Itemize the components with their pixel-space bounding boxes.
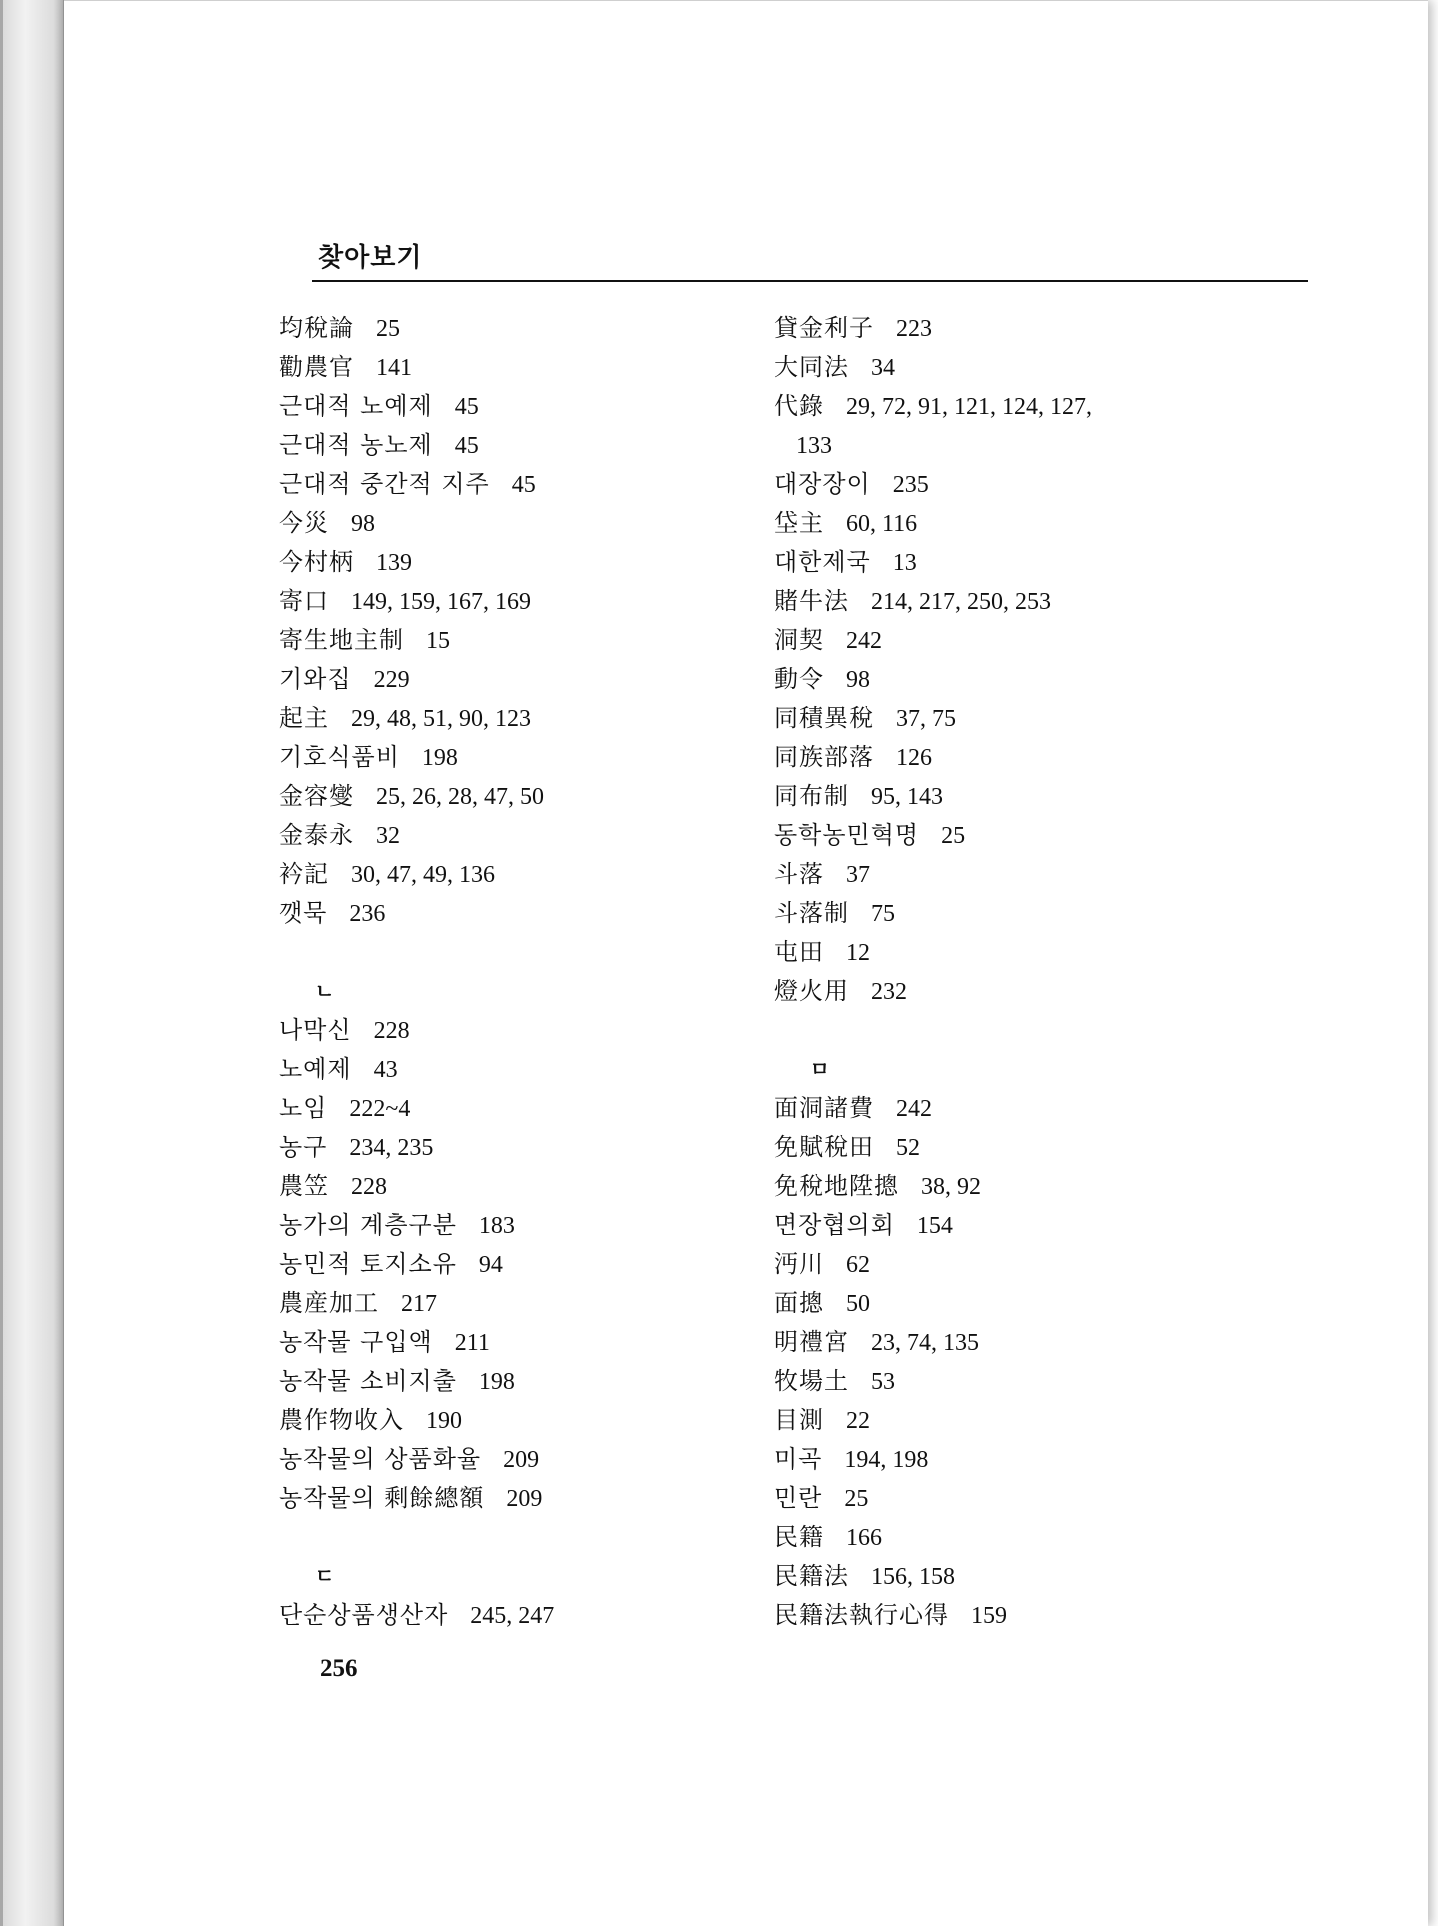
index-entry (774, 543, 1244, 582)
index-column-left (279, 309, 749, 1635)
index-entry (774, 1284, 1244, 1323)
index-term: 大同法 (774, 353, 849, 381)
index-pages: 29, 48, 51, 90, 123 (351, 706, 531, 732)
index-entry (279, 894, 749, 933)
index-pages: 30, 47, 49, 136 (351, 862, 495, 888)
index-entry (279, 621, 749, 660)
index-entry (774, 426, 1244, 465)
index-term: 기와집 (279, 665, 352, 693)
index-term: 대한제국 (774, 548, 871, 576)
index-entry (279, 1089, 749, 1128)
index-entry (774, 933, 1244, 972)
index-term: 貸金利子 (774, 314, 874, 342)
index-term: 農作物收入 (279, 1406, 404, 1434)
index-pages: 15 (426, 628, 450, 654)
index-entry (279, 1479, 749, 1518)
index-pages: 242 (846, 628, 882, 654)
index-term: 농민적 토지소유 (279, 1250, 457, 1278)
index-entry (279, 1050, 749, 1089)
index-entry (279, 1362, 749, 1401)
index-pages: 242 (896, 1096, 932, 1122)
index-entry (279, 543, 749, 582)
index-pages: 209 (506, 1486, 543, 1512)
index-group-m (774, 1089, 1244, 1635)
index-pages: 98 (846, 667, 870, 693)
index-term: 근대적 농노제 (279, 431, 433, 459)
index-pages: 141 (376, 355, 412, 381)
index-term: 寄生地主制 (279, 626, 404, 654)
section-gap (774, 1011, 1244, 1050)
page-number: 256 (320, 1655, 358, 1682)
index-term: 金泰永 (279, 821, 354, 849)
index-term: 農産加工 (279, 1289, 379, 1317)
index-entry (774, 855, 1244, 894)
index-pages: 149, 159, 167, 169 (351, 589, 531, 615)
index-pages: 95, 143 (871, 784, 943, 810)
index-term: 衿記 (279, 860, 329, 888)
index-pages: 13 (892, 550, 917, 576)
index-pages: 159 (971, 1603, 1007, 1629)
index-term: 농작물의 剩餘總額 (279, 1484, 485, 1512)
index-term: 斗落制 (774, 899, 849, 927)
index-pages: 29, 72, 91, 121, 124, 127, (846, 394, 1092, 420)
index-entry (774, 699, 1244, 738)
index-term: 同族部落 (774, 743, 874, 771)
index-term: 均稅論 (279, 314, 354, 342)
index-term: 屯田 (774, 938, 824, 966)
index-pages: 75 (871, 901, 895, 927)
index-pages: 209 (503, 1447, 540, 1473)
index-term: 垈主 (774, 509, 824, 537)
index-entry (774, 1245, 1244, 1284)
section-heading-n: ㄴ (315, 979, 335, 1003)
book-spine (0, 0, 64, 1926)
index-pages: 235 (892, 472, 929, 498)
index-pages: 22 (846, 1408, 870, 1434)
index-pages: 194, 198 (844, 1447, 929, 1473)
index-pages: 45 (454, 433, 479, 459)
index-entry (774, 660, 1244, 699)
index-term: 기호식품비 (279, 743, 400, 771)
index-term: 나막신 (279, 1016, 352, 1044)
index-term: 牧場土 (774, 1367, 849, 1395)
index-pages: 43 (373, 1057, 398, 1083)
index-pages: 32 (376, 823, 400, 849)
index-term: 근대적 노예제 (279, 392, 433, 420)
index-term: 今災 (279, 509, 329, 537)
index-term: 賭牛法 (774, 587, 849, 615)
index-pages: 25 (376, 316, 400, 342)
index-pages: 52 (896, 1135, 920, 1161)
book-page (64, 0, 1428, 1926)
index-entry (774, 972, 1244, 1011)
index-entry (774, 465, 1244, 504)
index-pages: 156, 158 (871, 1564, 955, 1590)
index-term: 金容燮 (279, 782, 354, 810)
index-pages: 37, 75 (896, 706, 956, 732)
index-entry (279, 1284, 749, 1323)
index-term: 免賦稅田 (774, 1133, 874, 1161)
index-term: 民籍法執行心得 (774, 1601, 949, 1629)
index-entry (279, 816, 749, 855)
index-entry (774, 1089, 1244, 1128)
index-pages: 133 (796, 433, 832, 459)
index-pages: 223 (896, 316, 932, 342)
index-pages: 229 (373, 667, 410, 693)
index-pages: 94 (478, 1252, 503, 1278)
index-entry (279, 1401, 749, 1440)
index-pages: 23, 74, 135 (871, 1330, 979, 1356)
index-pages: 38, 92 (921, 1174, 981, 1200)
index-pages: 25 (941, 823, 966, 849)
index-pages: 166 (846, 1525, 882, 1551)
index-group-g (279, 309, 749, 933)
index-pages: 62 (846, 1252, 870, 1278)
index-term: 代錄 (774, 392, 824, 420)
index-term: 沔川 (774, 1250, 824, 1278)
index-pages: 232 (871, 979, 907, 1005)
index-entry (774, 1128, 1244, 1167)
index-term: 目測 (774, 1406, 824, 1434)
index-pages: 198 (478, 1369, 515, 1395)
index-entry (774, 738, 1244, 777)
index-pages: 228 (373, 1018, 410, 1044)
index-term: 明禮宮 (774, 1328, 849, 1356)
index-pages: 217 (401, 1291, 437, 1317)
index-term: 농가의 계층구분 (279, 1211, 457, 1239)
index-pages: 183 (478, 1213, 515, 1239)
index-pages: 236 (349, 901, 386, 927)
index-term: 動令 (774, 665, 824, 693)
index-pages: 25 (844, 1486, 869, 1512)
index-pages: 198 (421, 745, 458, 771)
index-entry (279, 1167, 749, 1206)
index-pages: 60, 116 (846, 511, 918, 537)
index-term: 농구 (279, 1133, 328, 1161)
index-entry (279, 465, 749, 504)
index-column-right (774, 309, 1244, 1635)
index-term: 燈火用 (774, 977, 849, 1005)
index-term: 面摠 (774, 1289, 824, 1317)
index-pages: 12 (846, 940, 870, 966)
index-entry (279, 1245, 749, 1284)
index-entry (279, 348, 749, 387)
index-pages: 53 (871, 1369, 895, 1395)
index-entry (774, 1323, 1244, 1362)
index-pages: 222~4 (349, 1096, 411, 1122)
index-pages: 228 (351, 1174, 387, 1200)
index-entry (279, 387, 749, 426)
index-pages: 139 (376, 550, 412, 576)
index-entry (279, 699, 749, 738)
index-term: 勸農官 (279, 353, 354, 381)
index-pages: 45 (454, 394, 479, 420)
index-term: 농작물 소비지출 (279, 1367, 457, 1395)
index-entry (774, 1518, 1244, 1557)
index-entry (774, 1440, 1244, 1479)
index-pages: 37 (846, 862, 870, 888)
index-term: 미곡 (774, 1445, 823, 1473)
index-group-n (279, 1011, 749, 1518)
index-entry (774, 1596, 1244, 1635)
index-pages: 25, 26, 28, 47, 50 (376, 784, 544, 810)
index-term: 同布制 (774, 782, 849, 810)
index-entry (774, 1479, 1244, 1518)
index-term: 노임 (279, 1094, 328, 1122)
index-term: 깻묵 (279, 899, 328, 927)
index-entry (774, 1206, 1244, 1245)
index-entry (279, 582, 749, 621)
index-entry (279, 1011, 749, 1050)
index-entry (774, 504, 1244, 543)
index-entry (774, 1557, 1244, 1596)
header-rule (312, 280, 1308, 282)
index-pages: 245, 247 (470, 1603, 555, 1629)
index-term: 민란 (774, 1484, 823, 1512)
index-term: 농작물 구입액 (279, 1328, 433, 1356)
index-entry (279, 1323, 749, 1362)
index-pages: 234, 235 (349, 1135, 434, 1161)
index-entry (774, 348, 1244, 387)
index-term: 대장장이 (774, 470, 871, 498)
index-entry (774, 894, 1244, 933)
section-gap (279, 1518, 749, 1557)
index-entry (279, 1206, 749, 1245)
index-entry (279, 1596, 749, 1635)
index-entry (279, 426, 749, 465)
index-entry (774, 387, 1244, 426)
index-pages: 98 (351, 511, 375, 537)
index-term: 斗落 (774, 860, 824, 888)
index-entry (279, 1440, 749, 1479)
index-pages: 45 (511, 472, 536, 498)
index-pages: 126 (896, 745, 932, 771)
index-term: 동학농민혁명 (774, 821, 920, 849)
page-title: 찾아보기 (318, 243, 423, 273)
index-term: 근대적 중간적 지주 (279, 470, 490, 498)
index-pages: 214, 217, 250, 253 (871, 589, 1051, 615)
index-entry (279, 660, 749, 699)
index-term: 免稅地陞摠 (774, 1172, 899, 1200)
index-term: 農笠 (279, 1172, 329, 1200)
index-term: 起主 (279, 704, 329, 732)
index-term: 面洞諸費 (774, 1094, 874, 1122)
index-term: 民籍 (774, 1523, 824, 1551)
section-gap (279, 933, 749, 972)
section-heading-d: ㄷ (315, 1564, 335, 1588)
index-entry (279, 855, 749, 894)
index-entry (774, 309, 1244, 348)
index-term: 면장협의회 (774, 1211, 895, 1239)
index-entry (279, 777, 749, 816)
index-entry (279, 1128, 749, 1167)
index-entry (279, 738, 749, 777)
section-heading-m: ㅁ (810, 1057, 830, 1081)
index-group-d-cont (774, 309, 1244, 1011)
index-entry (774, 621, 1244, 660)
index-entry (774, 777, 1244, 816)
index-term: 民籍法 (774, 1562, 849, 1590)
index-pages: 50 (846, 1291, 870, 1317)
index-pages: 154 (916, 1213, 953, 1239)
index-term: 寄口 (279, 587, 329, 615)
index-term: 단순상품생산자 (279, 1601, 449, 1629)
index-term: 洞契 (774, 626, 824, 654)
index-entry (774, 1362, 1244, 1401)
index-entry (279, 309, 749, 348)
index-entry (774, 816, 1244, 855)
index-group-d (279, 1596, 749, 1635)
index-term: 同積異稅 (774, 704, 874, 732)
index-pages: 34 (871, 355, 895, 381)
index-entry (774, 1167, 1244, 1206)
index-pages: 190 (426, 1408, 462, 1434)
index-entry (774, 1401, 1244, 1440)
index-term: 노예제 (279, 1055, 352, 1083)
index-entry (774, 582, 1244, 621)
index-term: 농작물의 상품화율 (279, 1445, 482, 1473)
index-pages: 211 (454, 1330, 490, 1356)
index-entry (279, 504, 749, 543)
index-term: 今村柄 (279, 548, 354, 576)
